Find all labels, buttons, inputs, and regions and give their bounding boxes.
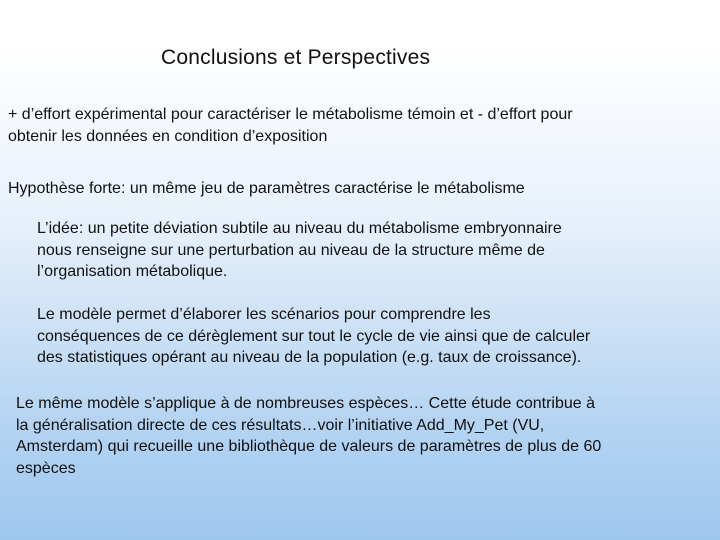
text-line: espèces: [16, 459, 76, 477]
text-line: des statistiques opérant au niveau de la population (e.g. taux de croissance).: [37, 349, 582, 366]
text-line: la généralisation directe de ces résultats…voir l’initiative Add_My_Pet (VU,: [16, 416, 545, 434]
model-paragraph: [37, 304, 677, 369]
species-paragraph: [16, 393, 691, 479]
idea-paragraph: [37, 218, 677, 283]
text-line: L’idée: un petite déviation subtile au niveau du métabolisme embryonnaire: [37, 220, 562, 237]
text-line: + d’effort expérimental pour caractériser le métabolisme témoin et - d’effort pour: [8, 106, 573, 123]
text-line: Le modèle permet d’élaborer les scénarios pour comprendre les: [37, 306, 491, 323]
text-line: Amsterdam) qui recueille une bibliothèque de valeurs de paramètres de plus de 60: [16, 438, 602, 455]
text-line: obtenir les données en condition d’exposition: [8, 127, 328, 145]
text-line: l’organisation métabolique.: [37, 263, 228, 280]
text-line: Hypothèse forte: un même jeu de paramètres caractérise le métabolisme: [8, 180, 525, 197]
text-line: Le même modèle s’applique à de nombreuses espèces… Cette étude contribue à: [16, 395, 596, 412]
hypothesis-paragraph: [8, 178, 698, 200]
text-line: nous renseigne sur une perturbation au niveau de la structure même de: [37, 241, 545, 259]
effort-paragraph: [8, 104, 698, 147]
slide-title: Conclusions et Perspectives: [161, 46, 431, 69]
text-line: conséquences de ce dérèglement sur tout le cycle de vie ainsi que de calculer: [37, 327, 591, 345]
